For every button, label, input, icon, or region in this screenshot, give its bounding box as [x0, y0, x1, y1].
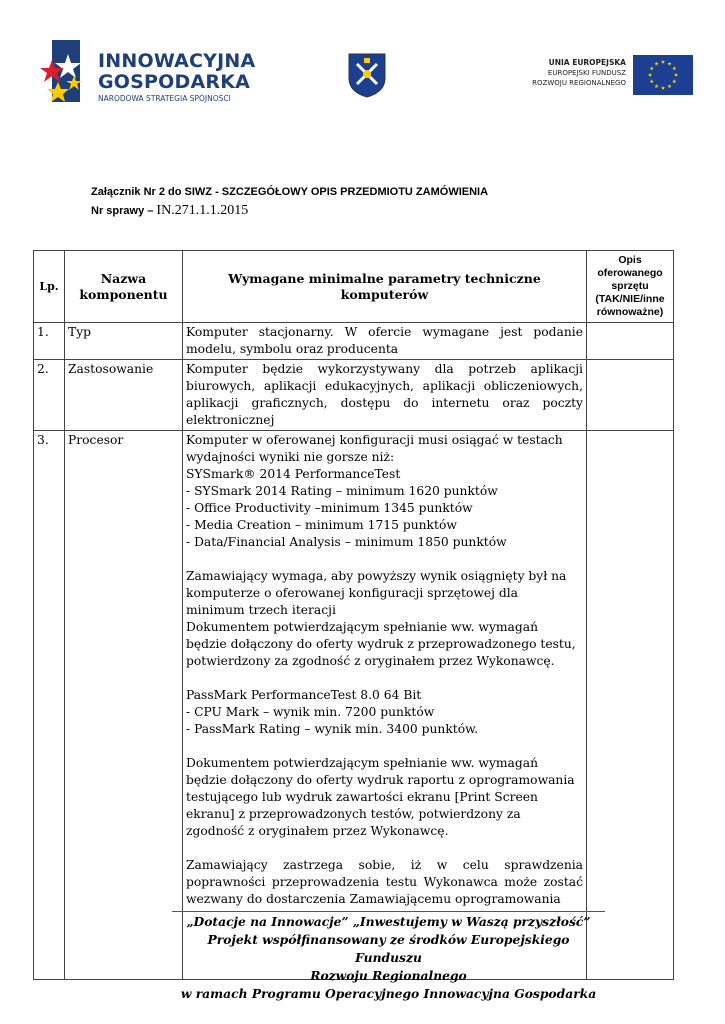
document-title: Załącznik Nr 2 do SIWZ - SZCZEGÓŁOWY OPIS PRZEDMIOTU ZAMÓWIENIA: [91, 186, 489, 198]
desc-last-paragraph: Zamawiający zastrzega sobie, iż w celu sprawdzenia poprawności przeprowadzenia testu Wykonawca może zostać wezwany do dostarczenia Zamawiającemu oprogramowania: [186, 858, 583, 906]
desc-line: Dokumentem potwierdzającym spełnianie ww. wymagań: [186, 756, 539, 770]
row-lp: 3.: [34, 431, 65, 980]
desc-line: komputerze o oferowanej konfiguracji sprzętowej dla: [186, 586, 519, 600]
eu-flag-icon: [633, 55, 693, 95]
header-name: Nazwa komponentu: [65, 251, 183, 323]
table-row: [34, 360, 674, 431]
desc-line: Komputer w oferowanej konfiguracji musi osiągać w testach: [186, 433, 563, 447]
desc-line: potwierdzony za zgodność z oryginałem przez Wykonawcę.: [186, 654, 555, 668]
row-opis-cell[interactable]: [587, 360, 674, 431]
desc-line: SYSmark® 2014 PerformanceTest: [186, 467, 401, 481]
desc-line: minimum trzech iteracji: [186, 603, 336, 617]
row-desc: [186, 432, 583, 978]
table-row: [34, 431, 674, 980]
footer: [172, 913, 605, 1003]
paragraph-gap: [186, 840, 583, 857]
eu-line-2: EUROPEJSKI FUNDUSZ: [547, 69, 626, 77]
desc-line: będzie dołączony do oferty wydruk raportu z oprogramowania: [186, 773, 575, 787]
case-number: IN.271.1.1.2015: [156, 203, 249, 218]
specification-table: [33, 250, 674, 980]
desc-line: - Office Productivity –minimum 1345 punktów: [186, 501, 473, 515]
row-lp: 1.: [34, 323, 65, 360]
table-header-row: [34, 251, 674, 323]
desc-line: - PassMark Rating – wynik min. 3400 punktów.: [186, 722, 479, 736]
logo-line-2: GOSPODARKA: [98, 71, 251, 93]
desc-line: wydajności wyniki nie gorsze niż:: [186, 450, 395, 464]
desc-line: - Data/Financial Analysis – minimum 1850 punktów: [186, 535, 507, 549]
logo-line-3: NARODOWA STRATEGIA SPÓJNOŚCI: [98, 94, 231, 103]
desc-line: będzie dołączony do oferty wydruk z przeprowadzonego testu,: [186, 637, 576, 651]
desc-line: - CPU Mark – wynik min. 7200 punktów: [186, 705, 435, 719]
header-opis: Opis oferowanego sprzętu (TAK/NIE/inne równoważne): [587, 251, 674, 323]
row-opis-cell[interactable]: [587, 431, 674, 980]
eu-line-1: UNIA EUROPEJSKA: [548, 58, 626, 67]
paragraph-gap: [186, 738, 583, 755]
desc-line: Dokumentem potwierdzającym spełnianie ww. wymagań: [186, 620, 539, 634]
footer-line-3: Rozwoju Regionalnego: [310, 968, 467, 983]
innowacyjna-gospodarka-logo: [38, 36, 278, 108]
row-desc-cell: [183, 431, 587, 980]
header-params: Wymagane minimalne parametry techniczne komputerów: [183, 251, 587, 323]
footer-line-2: Projekt współfinansowany ze środków Europejskiego Funduszu: [207, 932, 570, 965]
desc-line: ekranu] z przeprowadzonych testów, potwierdzony za: [186, 807, 521, 821]
desc-line: PassMark PerformanceTest 8.0 64 Bit: [186, 688, 422, 702]
eu-fund-label: [500, 58, 626, 88]
paragraph-gap: [186, 670, 583, 687]
desc-line: - SYSmark 2014 Rating – minimum 1620 punktów: [186, 484, 498, 498]
paragraph-gap: [186, 551, 583, 568]
desc-line: - Media Creation – minimum 1715 punktów: [186, 518, 457, 532]
row-desc: Komputer będzie wykorzystywany dla potrzeb aplikacji biurowych, aplikacji edukacyjnych, aplikacji obliczeniowych, aplikacji graficznych, dostępu do internetu oraz poczty elektronicznej: [183, 360, 587, 431]
coat-of-arms-icon: [347, 52, 387, 98]
row-name: Zastosowanie: [65, 360, 183, 431]
row-lp: 2.: [34, 360, 65, 431]
desc-line: Zamawiający wymaga, aby powyższy wynik osiągnięty był na: [186, 569, 567, 583]
row-desc: Komputer stacjonarny. W ofercie wymagane jest podanie modelu, symbolu oraz producenta: [183, 323, 587, 360]
case-label: Nr sprawy –: [91, 205, 157, 217]
case-number-line: [91, 203, 248, 219]
logo-line-1: INNOWACYJNA: [98, 50, 256, 72]
desc-line: testującego lub wydruk zawartości ekranu [Print Screen: [186, 790, 538, 804]
stars-logo-icon: [38, 36, 94, 106]
desc-line: zgodność z oryginałem przez Wykonawcę.: [186, 824, 449, 838]
footer-line-1: „Dotacje na Innowacje” „Inwestujemy w Waszą przyszłość”: [186, 914, 591, 929]
row-name: Typ: [65, 323, 183, 360]
row-opis-cell[interactable]: [587, 323, 674, 360]
footer-divider: [172, 911, 605, 912]
header-lp: Lp.: [34, 251, 65, 323]
table-row: [34, 323, 674, 360]
row-name: Procesor: [65, 431, 183, 980]
footer-line-4: w ramach Programu Operacyjnego Innowacyjna Gospodarka: [180, 986, 597, 1001]
eu-line-3: ROZWOJU REGIONALNEGO: [532, 79, 626, 87]
